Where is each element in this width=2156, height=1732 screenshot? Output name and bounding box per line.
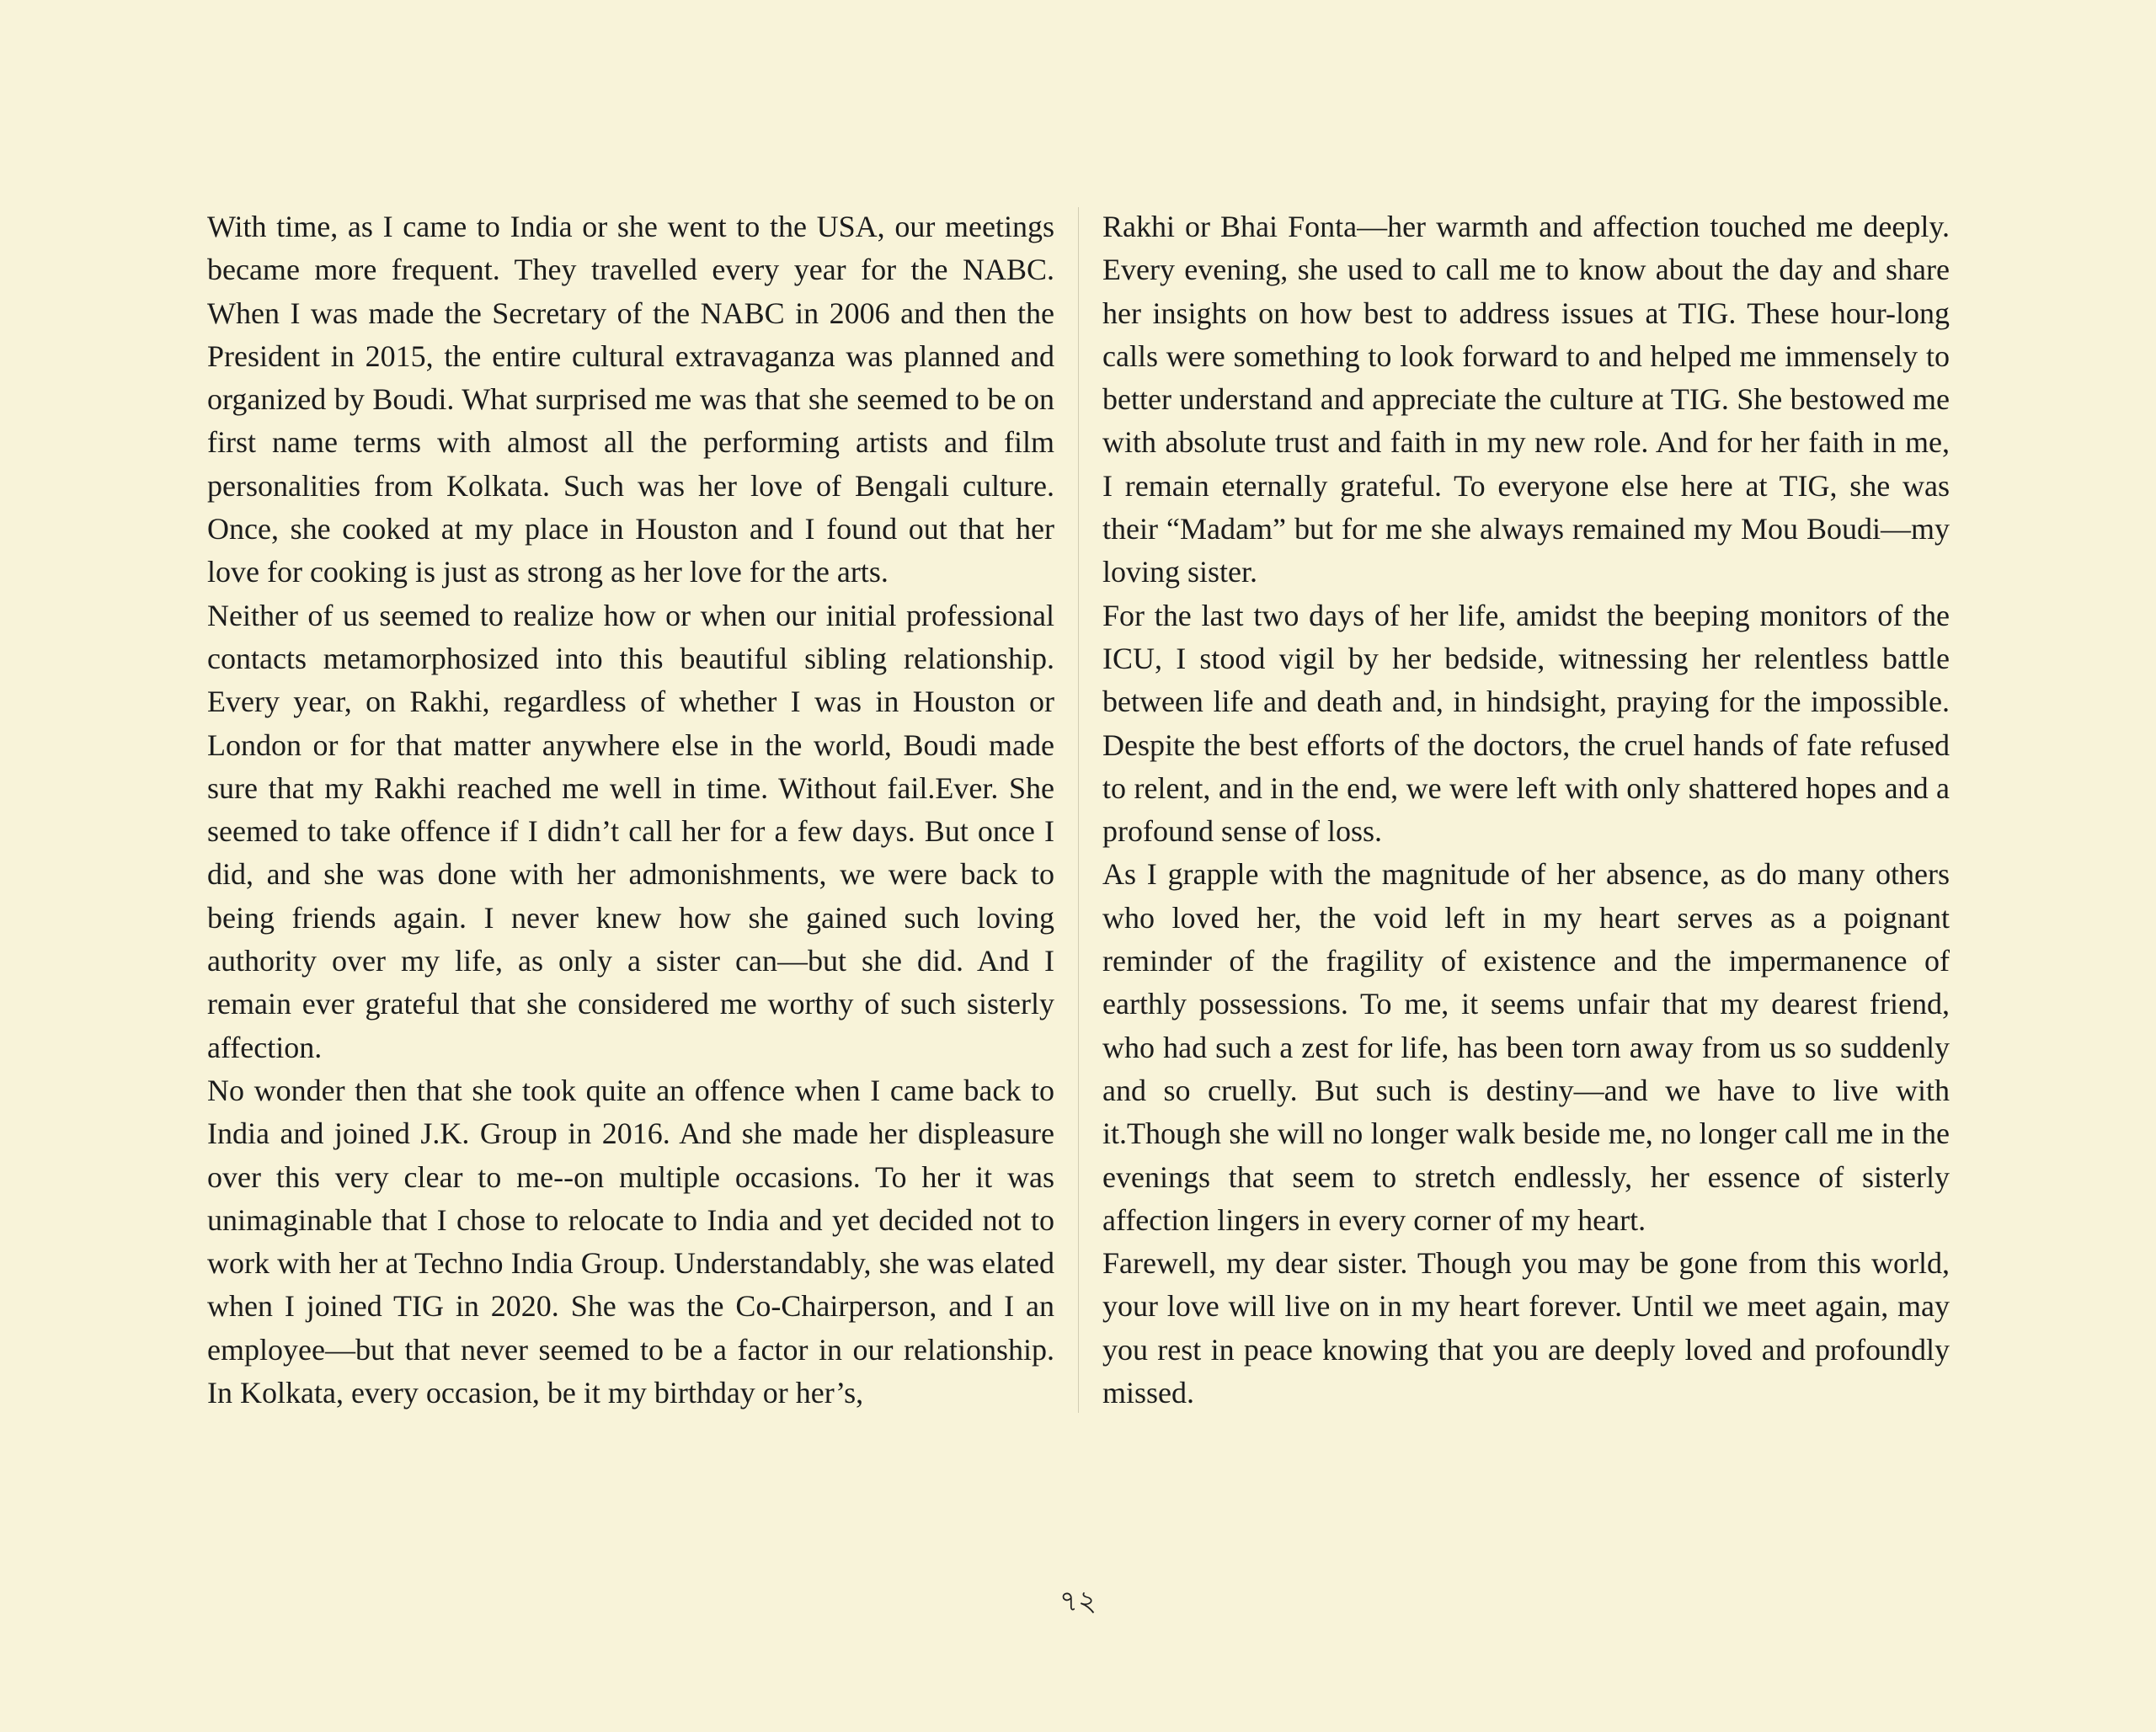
paragraph: Rakhi or Bhai Fonta—her warmth and affection touched me deeply. Every evening, she used to call me to know about the day and share her insights on how best to address issues at TIG. These hour-long calls were something to look forward to and helped me immensely to better understand and appreciate the culture at TIG. She bestowed me with absolute trust and faith in my new role. And for her faith in me, I remain eternally grateful. To everyone else here at TIG, she was their “Madam” but for me she always remained my Mou Boudi—my loving sister.: [1102, 210, 1950, 589]
paragraph: Neither of us seemed to realize how or when our initial professional contacts metamorphosized into this beautiful sibling relationship. Every year, on Rakhi, regardless of whether I was in Houston or London or for that matter anywhere else in the world, Boudi made sure that my Rakhi reached me well in time. Without fail.Ever. She seemed to take offence if I didn’t call her for a few days. But once I did, and she was done with her admonishments, we were back to being friends again. I never knew how she gained such loving authority over my life, as only a sister can—but she did. And I remain ever grateful that she considered me worthy of such sisterly affection.: [207, 598, 1054, 1064]
left-column: [207, 205, 1054, 1415]
paragraph: For the last two days of her life, amidst the beeping monitors of the ICU, I stood vigil by her bedside, witnessing her relentless battle between life and death and, in hindsight, praying for the impossible. Despite the best efforts of the doctors, the cruel hands of fate refused to relent, and in the end, we were left with only shattered hopes and a profound sense of loss.: [1102, 598, 1950, 849]
page-number: ৭২: [1059, 1585, 1097, 1618]
paragraph: With time, as I came to India or she went to the USA, our meetings became more frequent. They travelled every year for the NABC. When I was made the Secretary of the NABC in 2006 and then the President in 2015, the entire cultural extravaganza was planned and organized by Boudi. What surprised me was that she seemed to be on first name terms with almost all the performing artists and film personalities from Kolkata. Such was her love of Bengali culture. Once, she cooked at my place in Houston and I found out that her love for cooking is just as strong as her love for the arts.: [207, 210, 1054, 589]
paragraph: Farewell, my dear sister. Though you may be gone from this world, your love will live on in my heart forever. Until we meet again, may you rest in peace knowing that you are deeply loved and profoundly missed.: [1102, 1246, 1950, 1410]
paragraph: As I grapple with the magnitude of her absence, as do many others who loved her, the void left in my heart serves as a poignant reminder of the fragility of existence and the impermanence of earthly possessions. To me, it seems unfair that my dearest friend, who had such a zest for life, has been torn away from us so suddenly and so cruelly. But such is destiny—and we have to live with it.Though she will no longer walk beside me, no longer call me in the evenings that seem to stretch endlessly, her essence of sisterly affection lingers in every corner of my heart.: [1102, 857, 1950, 1237]
paragraph: No wonder then that she took quite an offence when I came back to India and joined J.K. Group in 2016. And she made her displeasure over this very clear to me--on multiple occasions. To her it was unimaginable that I chose to relocate to India and yet decided not to work with her at Techno India Group. Understandably, she was elated when I joined TIG in 2020. She was the Co-Chairperson, and I an employee—but that never seemed to be a factor in our relationship. In Kolkata, every occasion, be it my birthday or her’s,: [207, 1073, 1054, 1410]
right-column: [1102, 205, 1950, 1415]
column-divider: [1078, 207, 1079, 1413]
